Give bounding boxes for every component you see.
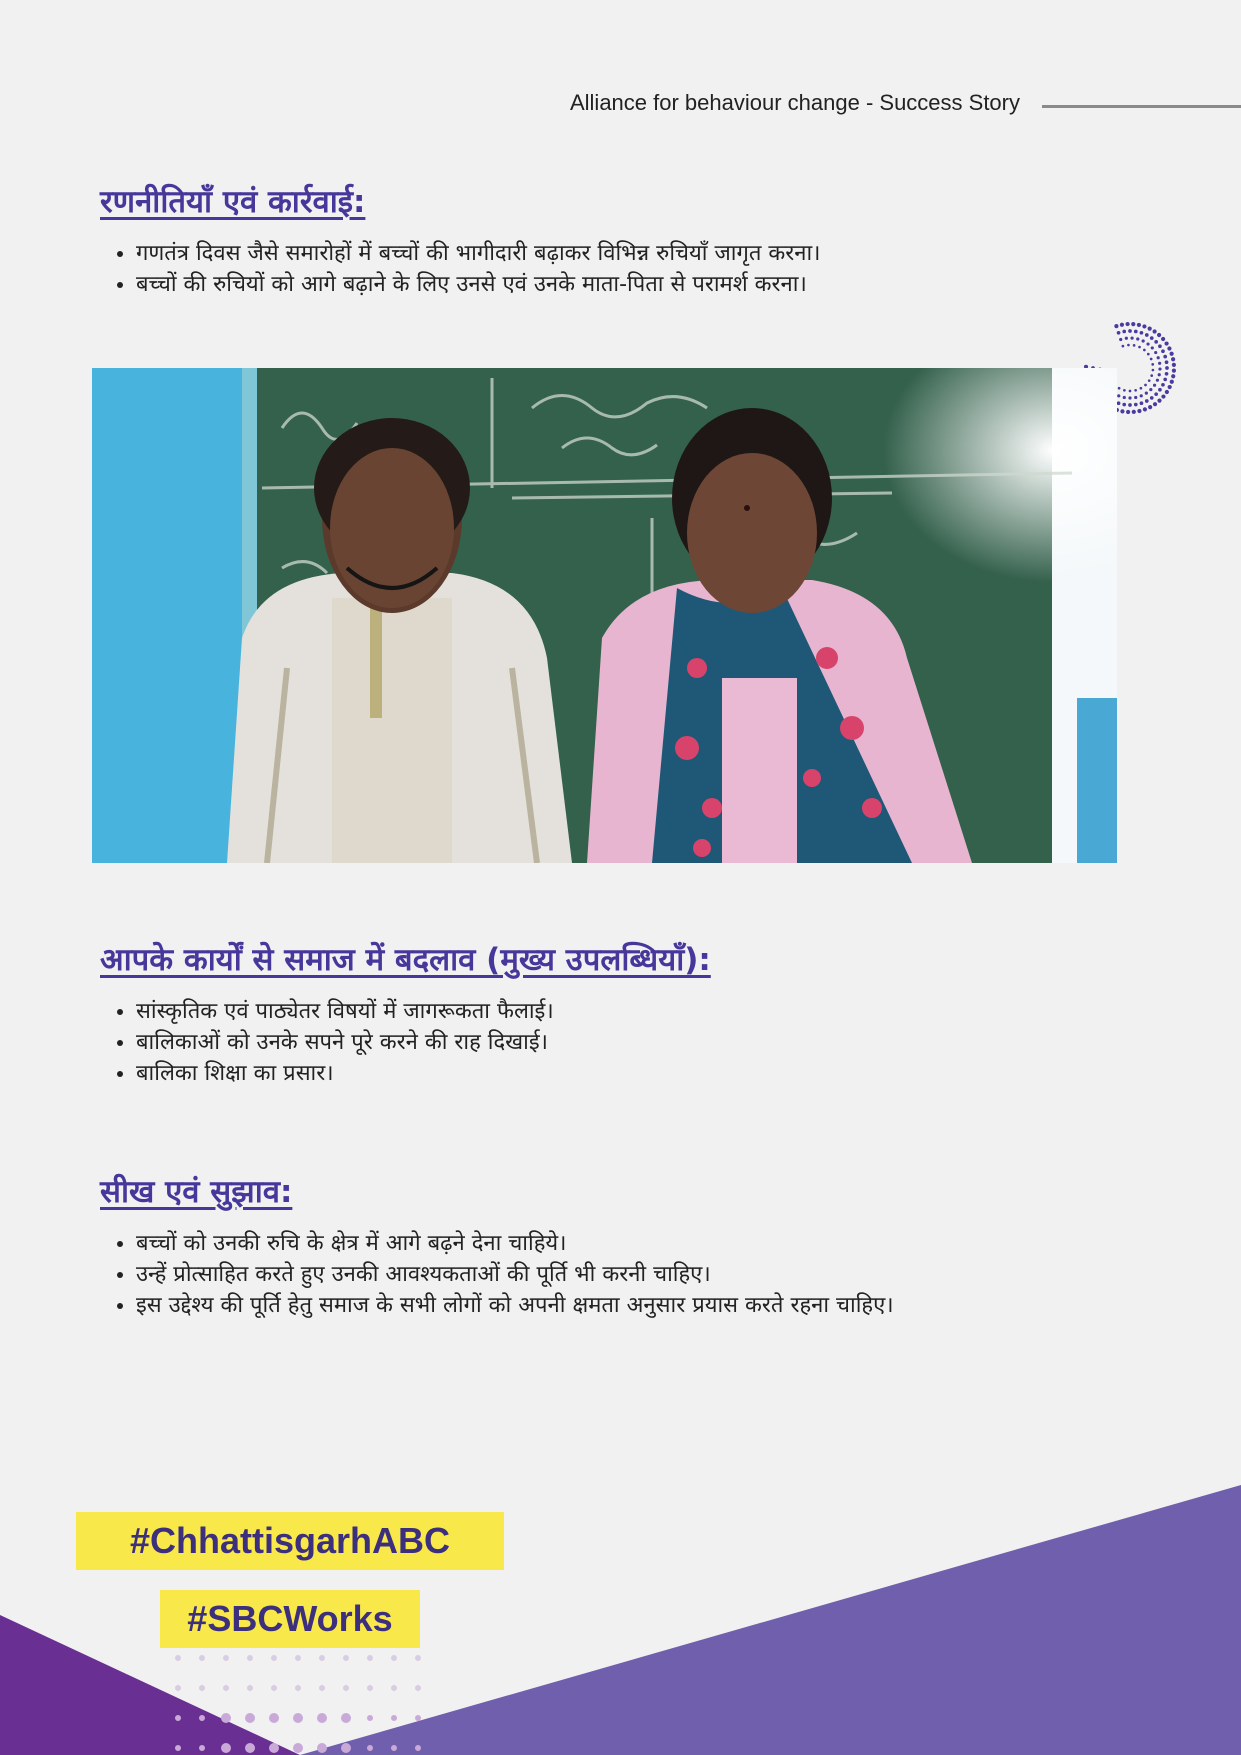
learnings-section: [100, 1170, 1100, 1321]
ring-dot: [1158, 367, 1161, 370]
grid-dot: [223, 1655, 229, 1661]
ring-dot: [1150, 396, 1154, 400]
ring-dot: [1149, 388, 1152, 391]
list-item: • बालिकाओं को उनके सपने पूरे करने की राह दिखाई।: [136, 1027, 1100, 1058]
ring-dot: [1142, 324, 1146, 328]
achievements-heading: आपके कार्यों से समाज में बदलाव (मुख्य उपलब्धियाँ):: [100, 942, 711, 978]
ring-dot: [1145, 392, 1148, 395]
list-item: • सांस्कृतिक एवं पाठ्येतर विषयों में जागरूकता फैलाई।: [136, 996, 1100, 1027]
ring-dot: [1132, 410, 1136, 414]
grid-dot: [295, 1655, 301, 1661]
ring-dot: [1128, 396, 1131, 399]
strategies-list: [100, 238, 1100, 300]
dot-grid-decoration: [170, 1650, 430, 1755]
header-title: Alliance for behaviour change - Success Story: [569, 90, 1020, 115]
grid-dot: [293, 1713, 303, 1723]
grid-dot: [245, 1743, 255, 1753]
ring-dot: [1171, 357, 1175, 361]
grid-dot: [223, 1685, 229, 1691]
ring-dot: [1140, 394, 1143, 397]
ring-dot: [1153, 402, 1157, 406]
ring-dot: [1161, 394, 1165, 398]
grid-dot: [247, 1655, 253, 1661]
ring-dot: [1150, 358, 1153, 361]
grid-dot: [175, 1745, 181, 1751]
ring-dot: [1144, 384, 1147, 387]
grid-dot: [317, 1713, 327, 1723]
ring-dot: [1138, 346, 1141, 349]
grid-dot: [295, 1685, 301, 1691]
photo-two-girls-at-blackboard: [92, 368, 1117, 863]
grid-dot: [199, 1715, 205, 1721]
list-item: • गणतंत्र दिवस जैसे समारोहों में बच्चों की भागीदारी बढ़ाकर विभिन्न रुचियाँ जागृत करना।: [136, 238, 1100, 269]
ring-dot: [1170, 380, 1174, 384]
list-item: • बालिका शिक्षा का प्रसार।: [136, 1058, 1100, 1089]
ring-dot: [1148, 327, 1152, 331]
ring-dot: [1148, 405, 1152, 409]
hashtag-sbc-works: #SBCWorks: [160, 1590, 420, 1648]
ring-dot: [1125, 337, 1128, 340]
grid-dot: [271, 1655, 277, 1661]
grid-dot: [199, 1685, 205, 1691]
ring-dot: [1165, 360, 1169, 364]
grid-dot: [367, 1655, 373, 1661]
ring-dot: [1150, 336, 1154, 340]
grid-dot: [317, 1743, 327, 1753]
ring-dot: [1128, 403, 1132, 407]
ring-dot: [1114, 324, 1118, 328]
ring-dot: [1172, 363, 1176, 367]
ring-dot: [1143, 407, 1147, 411]
ring-dot: [1153, 384, 1156, 387]
ring-dot: [1142, 339, 1145, 342]
grid-dot: [367, 1685, 373, 1691]
grid-dot: [319, 1685, 325, 1691]
grid-dot: [271, 1685, 277, 1691]
ring-dot: [1117, 401, 1121, 405]
ring-dot: [1152, 369, 1155, 372]
grid-dot: [391, 1685, 397, 1691]
hashtag-chhattisgarh-abc: #ChhattisgarhABC: [76, 1512, 504, 1570]
achievements-section: [100, 938, 1100, 1089]
learnings-list: [100, 1228, 1100, 1321]
ring-dot: [1140, 387, 1143, 390]
ring-dot: [1134, 396, 1137, 399]
strategies-heading: रणनीतियाँ एवं कार्रवाई:: [100, 184, 366, 220]
ring-dot: [1164, 341, 1168, 345]
ring-dot: [1122, 330, 1126, 334]
list-item: • बच्चों को उनकी रुचि के क्षेत्र में आगे बढ़ने देना चाहिये।: [136, 1228, 1100, 1259]
ring-dot: [1154, 392, 1158, 396]
ring-dot: [1165, 372, 1169, 376]
ring-dot: [1125, 322, 1129, 326]
ring-dot: [1167, 346, 1171, 350]
grid-dot: [391, 1715, 397, 1721]
ring-dot: [1126, 410, 1130, 414]
ring-dot: [1131, 322, 1135, 326]
grid-dot: [175, 1685, 181, 1691]
ring-dot: [1120, 409, 1124, 413]
achievements-list: [100, 996, 1100, 1089]
grid-dot: [415, 1745, 421, 1751]
ring-dot: [1158, 362, 1161, 365]
list-item: • उन्हें प्रोत्साहित करते हुए उनकी आवश्यकताओं की पूर्ति भी करनी चाहिए।: [136, 1259, 1100, 1290]
grid-dot: [341, 1743, 351, 1753]
ring-dot: [1161, 349, 1165, 353]
grid-dot: [343, 1685, 349, 1691]
ring-dot: [1120, 323, 1124, 327]
grid-dot: [367, 1715, 373, 1721]
strategies-section: [100, 180, 1100, 300]
list-item: • इस उद्देश्य की पूर्ति हेतु समाज के सभी लोगों को अपनी क्षमता अनुसार प्रयास करते रहना चाहिए।: [136, 1290, 1100, 1321]
grid-dot: [175, 1655, 181, 1661]
ring-dot: [1150, 374, 1153, 377]
ring-dot: [1151, 346, 1154, 349]
grid-dot: [415, 1655, 421, 1661]
grid-dot: [199, 1745, 205, 1751]
page-header: [0, 90, 1241, 120]
grid-dot: [319, 1655, 325, 1661]
ring-dot: [1134, 330, 1138, 334]
grid-dot: [415, 1685, 421, 1691]
ring-dot: [1146, 342, 1149, 345]
ring-dot: [1147, 353, 1150, 356]
ring-dot: [1117, 331, 1121, 335]
ring-dot: [1158, 388, 1162, 392]
grid-dot: [221, 1743, 231, 1753]
ring-dot: [1161, 383, 1165, 387]
ring-dot: [1165, 366, 1169, 370]
ring-dot: [1156, 379, 1159, 382]
ring-dot: [1122, 345, 1125, 348]
ring-dot: [1129, 390, 1132, 393]
ring-dot: [1133, 344, 1136, 347]
grid-dot: [343, 1655, 349, 1661]
ring-dot: [1163, 355, 1167, 359]
grid-dot: [367, 1745, 373, 1751]
ring-dot: [1134, 403, 1138, 407]
ring-dot: [1145, 333, 1149, 337]
ring-dot: [1140, 331, 1144, 335]
grid-dot: [415, 1715, 421, 1721]
photo-illustration: [92, 368, 1117, 863]
ring-dot: [1154, 351, 1157, 354]
ring-dot: [1137, 409, 1141, 413]
grid-dot: [269, 1713, 279, 1723]
ring-dot: [1157, 356, 1160, 359]
ring-dot: [1128, 329, 1132, 333]
ring-dot: [1168, 385, 1172, 389]
grid-dot: [269, 1743, 279, 1753]
ring-dot: [1143, 349, 1146, 352]
ring-dot: [1130, 336, 1133, 339]
ring-dot: [1123, 396, 1126, 399]
grid-dot: [293, 1743, 303, 1753]
grid-dot: [247, 1685, 253, 1691]
ring-dot: [1145, 399, 1149, 403]
grid-dot: [175, 1715, 181, 1721]
ring-dot: [1137, 323, 1141, 327]
list-item: • बच्चों की रुचियों को आगे बढ़ाने के लिए उनसे एवं उनके माता-पिता से परामर्श करना।: [136, 269, 1100, 300]
ring-dot: [1127, 344, 1130, 347]
grid-dot: [245, 1713, 255, 1723]
ring-dot: [1154, 340, 1158, 344]
ring-dot: [1151, 363, 1154, 366]
ring-dot: [1123, 389, 1126, 392]
ring-dot: [1170, 352, 1174, 356]
grid-dot: [341, 1713, 351, 1723]
grid-dot: [221, 1713, 231, 1723]
ring-dot: [1165, 390, 1169, 394]
ring-dot: [1163, 378, 1167, 382]
header-rule: [1042, 105, 1241, 108]
ring-dot: [1118, 387, 1121, 390]
ring-dot: [1171, 374, 1175, 378]
ring-dot: [1119, 338, 1122, 341]
ring-dot: [1136, 337, 1139, 340]
ring-dot: [1117, 394, 1120, 397]
ring-dot: [1122, 403, 1126, 407]
grid-dot: [199, 1655, 205, 1661]
ring-dot: [1157, 399, 1161, 403]
grid-dot: [391, 1745, 397, 1751]
ring-dot: [1134, 389, 1137, 392]
ring-dot: [1157, 333, 1161, 337]
ring-dot: [1148, 379, 1151, 382]
ring-dot: [1158, 373, 1161, 376]
learnings-heading: सीख एवं सुझाव:: [100, 1174, 293, 1210]
ring-dot: [1172, 368, 1176, 372]
ring-dot: [1152, 329, 1156, 333]
ring-dot: [1140, 401, 1144, 405]
ring-dot: [1158, 344, 1162, 348]
grid-dot: [391, 1655, 397, 1661]
ring-dot: [1161, 337, 1165, 341]
